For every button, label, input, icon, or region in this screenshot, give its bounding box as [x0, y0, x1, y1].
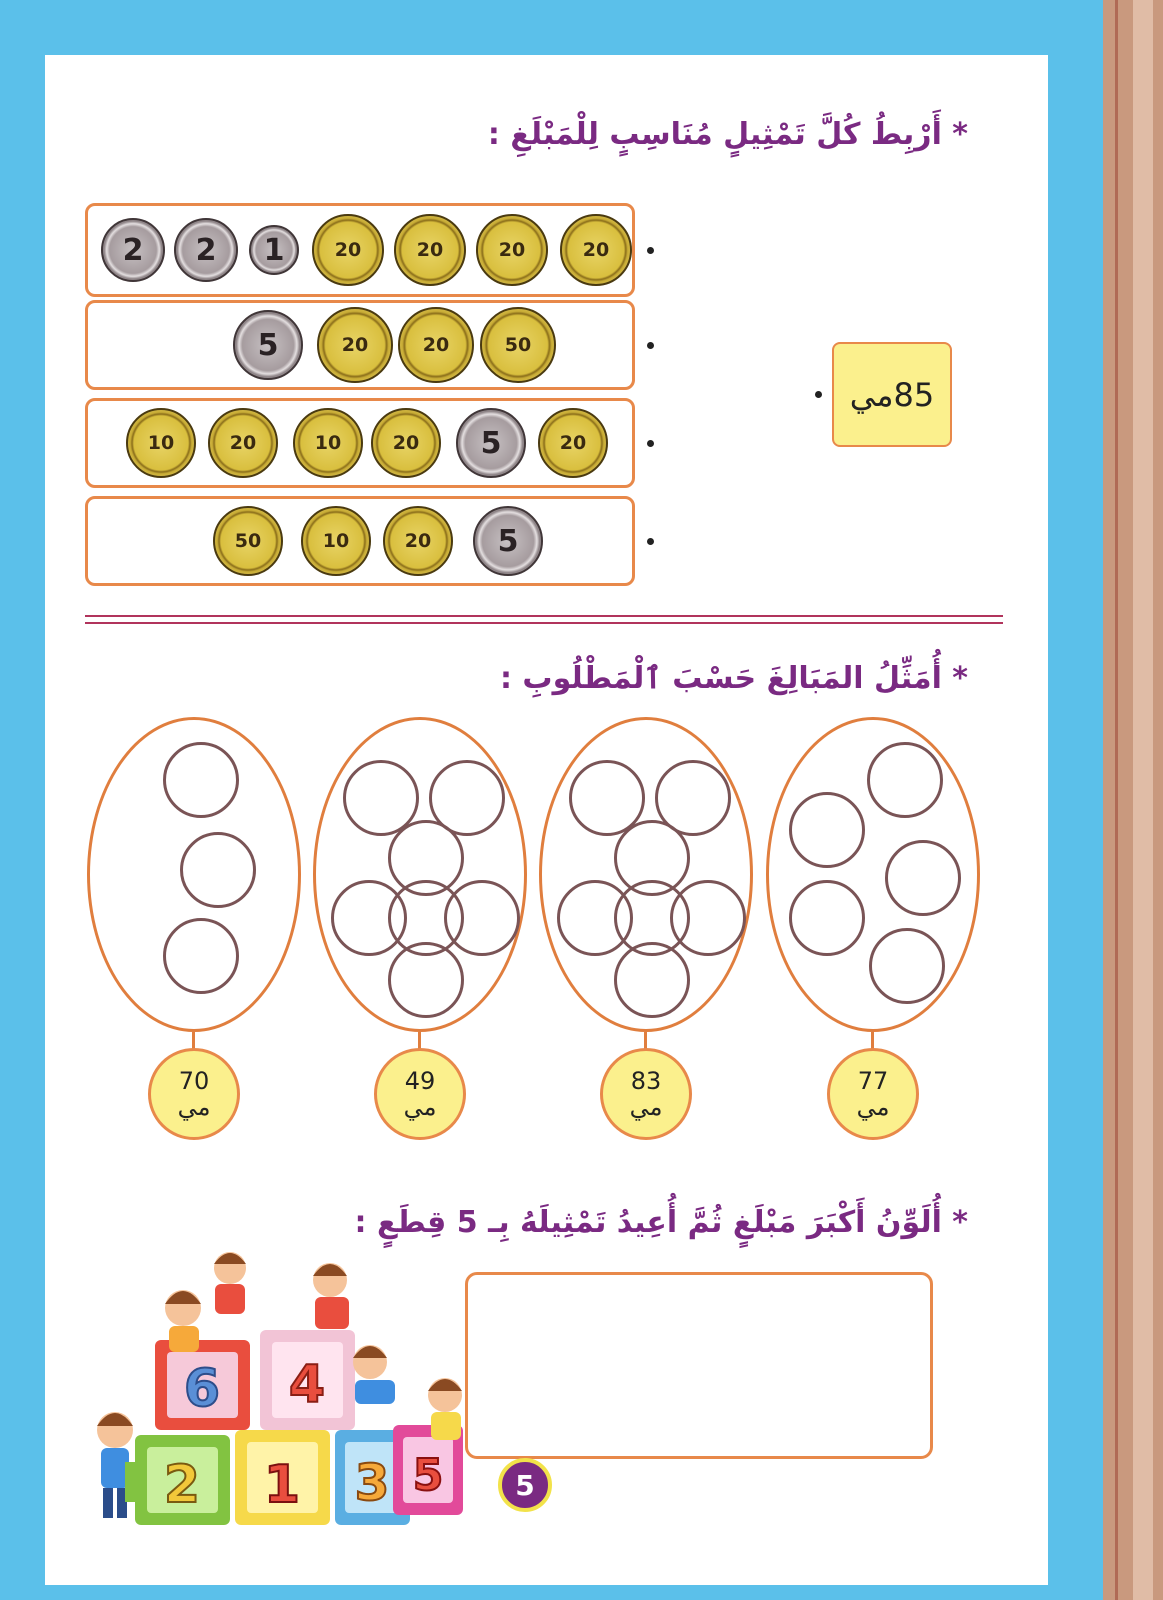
kid-top-right — [313, 1263, 349, 1329]
coin-representation-2[interactable] — [85, 300, 635, 390]
coin-value: 10 — [147, 432, 175, 454]
coin-slot[interactable] — [180, 832, 256, 908]
gold-coin — [394, 214, 466, 286]
coin-value: 50 — [504, 334, 532, 356]
gold-coin — [301, 506, 371, 576]
coin-slot[interactable] — [867, 742, 943, 818]
target-amount-unit: مي — [403, 1093, 437, 1121]
section-divider-double — [85, 622, 1003, 624]
kid-middle-right — [353, 1345, 395, 1404]
coin-value: 5 — [257, 327, 279, 363]
silver-coin — [249, 225, 299, 275]
block-1-label: 1 — [263, 1455, 301, 1515]
coin-value: 50 — [234, 530, 262, 552]
block-3-label: 3 — [354, 1454, 390, 1512]
coin-slot[interactable] — [869, 928, 945, 1004]
silver-coin — [101, 218, 165, 282]
coin-group-oval — [313, 717, 527, 1032]
target-amount — [374, 1048, 466, 1140]
block-4 — [260, 1330, 355, 1430]
coin-group-oval — [766, 717, 980, 1032]
coin-value: 2 — [122, 232, 144, 268]
amount-box — [832, 342, 952, 447]
gold-coin — [213, 506, 283, 576]
coin-slot[interactable] — [885, 840, 961, 916]
target-amount — [827, 1048, 919, 1140]
kid-top-middle — [214, 1252, 246, 1314]
target-amount-value: 83 — [630, 1067, 662, 1095]
silver-coin — [174, 218, 238, 282]
gold-coin — [560, 214, 632, 286]
gold-coin — [538, 408, 608, 478]
gold-coin — [317, 307, 393, 383]
coin-group-oval — [539, 717, 753, 1032]
coin-value: 20 — [422, 334, 450, 356]
coin-value: 20 — [416, 239, 444, 261]
row-connector-dot[interactable] — [647, 538, 654, 545]
silver-coin — [473, 506, 543, 576]
gold-coin — [293, 408, 363, 478]
coin-value: 1 — [263, 232, 285, 268]
gold-coin — [208, 408, 278, 478]
target-amount-value: 70 — [178, 1067, 210, 1095]
section-divider — [85, 615, 1003, 617]
gold-coin — [312, 214, 384, 286]
target-amount — [148, 1048, 240, 1140]
page-number: 5 — [498, 1458, 552, 1512]
target-amount-unit: مي — [629, 1093, 663, 1121]
row-connector-dot[interactable] — [647, 342, 654, 349]
coin-value: 20 — [334, 239, 362, 261]
exercise2-title: * أُمَثِّلُ المَبَالِغَ حَسْبَ ٱلْمَطْلُوبِ : — [499, 661, 968, 696]
coin-value: 20 — [559, 432, 587, 454]
row-connector-dot[interactable] — [647, 247, 654, 254]
coin-slot[interactable] — [789, 880, 865, 956]
target-amount-value: 49 — [404, 1067, 436, 1095]
worksheet-page — [45, 55, 1048, 1585]
coin-representation-4[interactable] — [85, 496, 635, 586]
silver-coin — [456, 408, 526, 478]
amount-connector-dot[interactable] — [815, 391, 822, 398]
coin-value: 20 — [582, 239, 610, 261]
gold-coin — [480, 307, 556, 383]
row-connector-dot[interactable] — [647, 440, 654, 447]
target-amount-unit: مي — [177, 1093, 211, 1121]
exercise1-title: * أَرْبِطُ كُلَّ تَمْثِيلٍ مُنَاسِبٍ لِلْمَبْلَغِ : — [487, 117, 968, 152]
coin-slot[interactable] — [789, 792, 865, 868]
amount-value: 85مي — [849, 375, 935, 414]
gold-coin — [398, 307, 474, 383]
block-1 — [235, 1430, 330, 1525]
coin-value: 2 — [195, 232, 217, 268]
coin-value: 10 — [314, 432, 342, 454]
coin-value: 20 — [498, 239, 526, 261]
book-spine-edge — [1115, 0, 1118, 1600]
coin-value: 20 — [229, 432, 257, 454]
answer-box[interactable] — [465, 1272, 933, 1459]
book-spine-light — [1133, 0, 1153, 1600]
block-4-label: 4 — [288, 1355, 326, 1415]
gold-coin — [383, 506, 453, 576]
block-6 — [155, 1340, 250, 1430]
coin-slot[interactable] — [163, 918, 239, 994]
coin-value: 20 — [392, 432, 420, 454]
coin-value: 5 — [480, 425, 502, 461]
target-amount-value: 77 — [857, 1067, 889, 1095]
block-5-label: 5 — [412, 1450, 444, 1501]
kid-right — [428, 1378, 462, 1440]
coin-value: 5 — [497, 523, 519, 559]
coin-representation-1[interactable] — [85, 203, 635, 297]
coin-group-oval — [87, 717, 301, 1032]
exercise3-title: * أُلَوِّنُ أَكْبَرَ مَبْلَغٍ ثُمَّ أُعِيدُ تَمْثِيلَهُ بِـ 5 قِطَعٍ : — [354, 1205, 968, 1240]
kid-top-left — [165, 1290, 201, 1352]
gold-coin — [371, 408, 441, 478]
target-amount-unit: مي — [856, 1093, 890, 1121]
block-2 — [135, 1435, 230, 1525]
coin-representation-3[interactable] — [85, 398, 635, 488]
coin-slot[interactable] — [614, 880, 690, 956]
kids-blocks-illustration — [75, 1250, 465, 1530]
gold-coin — [126, 408, 196, 478]
coin-slot[interactable] — [163, 742, 239, 818]
coin-value: 10 — [322, 530, 350, 552]
coin-slot[interactable] — [388, 880, 464, 956]
target-amount — [600, 1048, 692, 1140]
block-2-label: 2 — [163, 1455, 201, 1515]
coin-value: 20 — [404, 530, 432, 552]
gold-coin — [476, 214, 548, 286]
coin-value: 20 — [341, 334, 369, 356]
silver-coin — [233, 310, 303, 380]
block-6-label: 6 — [183, 1359, 221, 1419]
